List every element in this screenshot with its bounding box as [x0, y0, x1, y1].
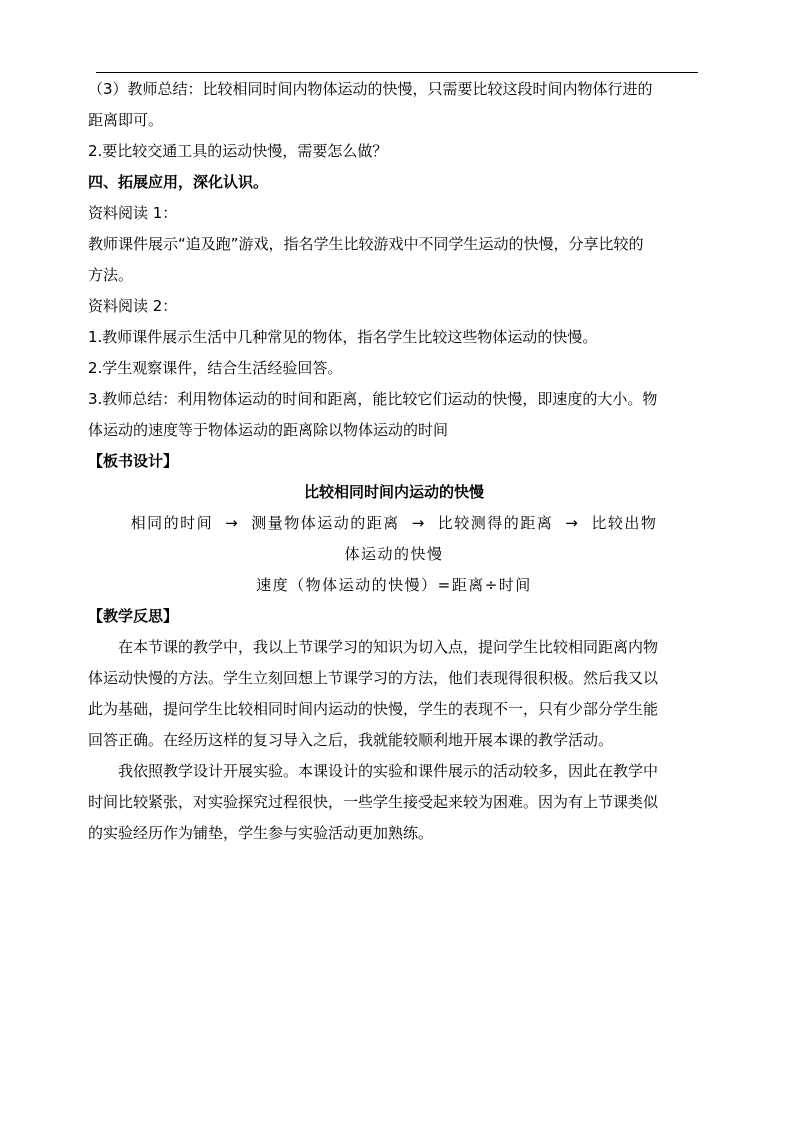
- arrow-right-icon: →: [225, 514, 240, 532]
- board-flow: [88, 508, 700, 539]
- text-line: 3.教师总结：利用物体运动的时间和距离，能比较它们运动的快慢，即速度的大小。物: [88, 390, 658, 408]
- reflection-heading: 【教学反思】: [88, 607, 179, 625]
- text-line: 资料阅读 1：: [88, 204, 178, 222]
- text-line: 1.教师课件展示生活中几种常见的物体，指名学生比较这些物体运动的快慢。: [88, 328, 598, 346]
- text-line: 2.要比较交通工具的运动快慢，需要怎么做？: [88, 142, 388, 160]
- text-line: （3）教师总结：比较相同时间内物体运动的快慢，只需要比较这段时间内物体行进的: [88, 80, 653, 98]
- board-formula: 速度（物体运动的快慢）=距离÷时间: [256, 576, 532, 594]
- text-line: 教师课件展示“追及跑”游戏，指名学生比较游戏中不同学生运动的快慢，分享比较的: [88, 235, 644, 253]
- section-heading: 四、拓展应用，深化认识。: [88, 173, 269, 191]
- arrow-right-icon: →: [565, 514, 580, 532]
- document-body: [88, 74, 700, 849]
- text-line: 体运动快慢的方法。学生立刻回想上节课学习的方法，他们表现得很积极。然后我又以: [88, 669, 659, 687]
- board-step: 比较测得的距离: [437, 514, 554, 532]
- text-line: 距离即可。: [88, 111, 164, 129]
- text-line: 在本节课的教学中，我以上节课学习的知识为切入点，提问学生比较相同距离内物: [118, 638, 659, 656]
- arrow-right-icon: →: [411, 514, 426, 532]
- text-line: 2.学生观察课件，结合生活经验回答。: [88, 359, 343, 377]
- text-line: 方法。: [88, 266, 134, 284]
- board-step: 比较出物: [591, 514, 658, 532]
- text-line: 此为基础，提问学生比较相同时间内运动的快慢，学生的表现不一，只有少部分学生能: [88, 700, 659, 718]
- header-rule: [96, 72, 698, 73]
- text-line: 回答正确。在经历这样的复习导入之后，我就能较顺利地开展本课的教学活动。: [88, 731, 614, 749]
- text-line: 资料阅读 2：: [88, 297, 178, 315]
- board-step-continued: 体运动的快慢: [344, 545, 444, 563]
- board-title: 比较相同时间内运动的快慢: [303, 483, 484, 501]
- board-step: 相同的时间: [130, 514, 214, 532]
- board-design-heading: 【板书设计】: [88, 452, 179, 470]
- text-line: 我依照教学设计开展实验。本课设计的实验和课件展示的活动较多，因此在教学中: [118, 762, 659, 780]
- text-line: 时间比较紧张，对实验探究过程很快，一些学生接受起来较为困难。因为有上节课类似: [88, 793, 659, 811]
- text-line: 体运动的速度等于物体运动的距离除以物体运动的时间: [88, 421, 449, 439]
- board-step: 测量物体运动的距离: [251, 514, 400, 532]
- text-line: 的实验经历作为铺垫，学生参与实验活动更加熟练。: [88, 824, 434, 842]
